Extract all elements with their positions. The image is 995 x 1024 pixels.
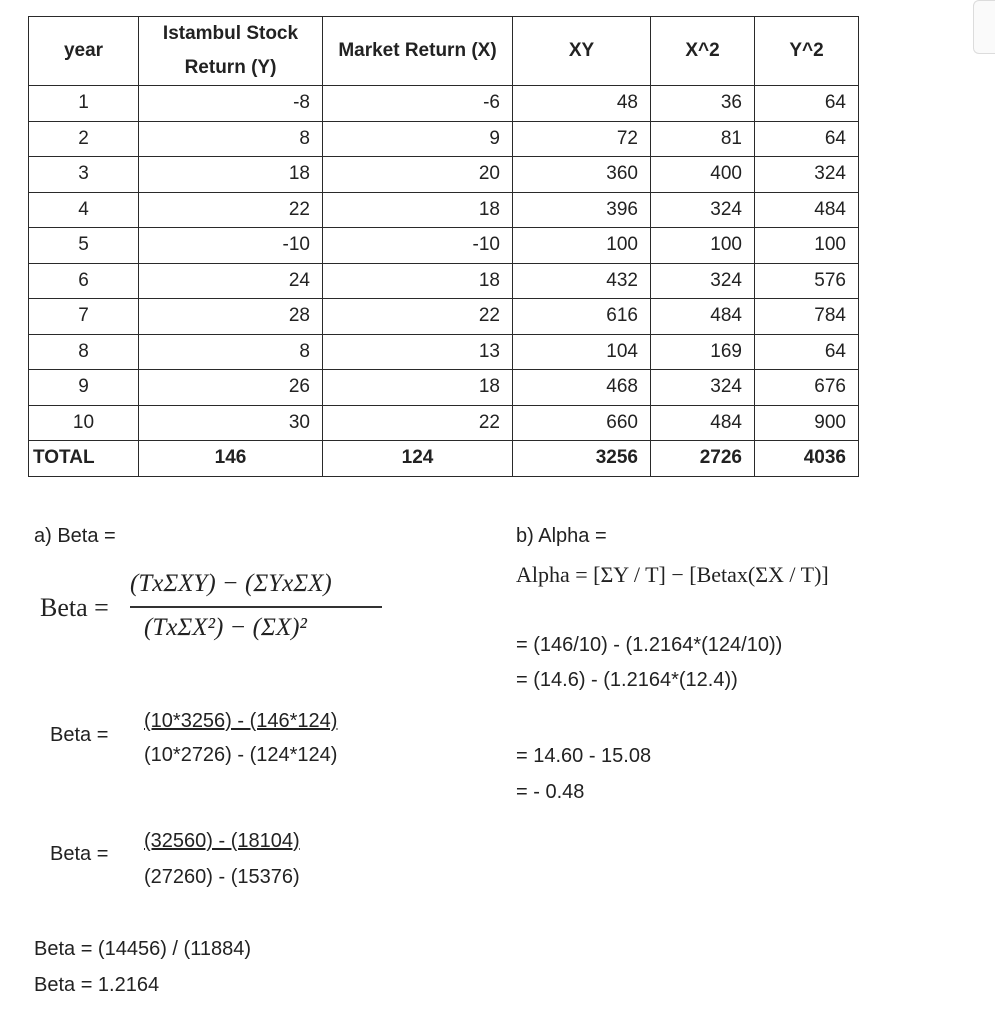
cell-x-squared: 100 <box>651 228 755 264</box>
beta-quotient: Beta = (14456) / (11884) <box>34 938 251 960</box>
table-header-row <box>29 17 859 86</box>
cell-stock-return: -8 <box>139 86 323 122</box>
cell-xy: 72 <box>513 121 651 157</box>
cell-stock-return: 18 <box>139 157 323 193</box>
alpha-step2: = (14.6) - (1.2164*(12.4)) <box>516 669 738 691</box>
alpha-formula: Alpha = [ΣY / T] − [Betax(ΣX / T)] <box>516 562 829 587</box>
cell-stock-return: 26 <box>139 370 323 406</box>
table-row <box>29 228 859 264</box>
cell-x-squared: 324 <box>651 370 755 406</box>
cell-market-return: 22 <box>323 299 513 335</box>
cell-x-squared: 36 <box>651 86 755 122</box>
cell-market-return: 20 <box>323 157 513 193</box>
cell-year: 3 <box>29 157 139 193</box>
cell-y-squared: 100 <box>755 228 859 264</box>
cell-xy: 48 <box>513 86 651 122</box>
cell-xy: 468 <box>513 370 651 406</box>
cell-y-squared: 676 <box>755 370 859 406</box>
cell-stock-return: 30 <box>139 405 323 441</box>
table-row <box>29 157 859 193</box>
header-year: year <box>29 17 139 86</box>
cell-x-squared: 324 <box>651 192 755 228</box>
cell-y-squared: 484 <box>755 192 859 228</box>
table-row <box>29 263 859 299</box>
beta-heading: a) Beta = <box>34 525 116 547</box>
cell-xy: 104 <box>513 334 651 370</box>
total-market-return: 124 <box>323 441 513 477</box>
cell-market-return: -6 <box>323 86 513 122</box>
cell-y-squared: 576 <box>755 263 859 299</box>
cell-y-squared: 324 <box>755 157 859 193</box>
cell-x-squared: 484 <box>651 405 755 441</box>
cell-xy: 396 <box>513 192 651 228</box>
cell-y-squared: 64 <box>755 86 859 122</box>
alpha-heading: b) Alpha = <box>516 525 607 547</box>
total-stock-return: 146 <box>139 441 323 477</box>
beta-step1-denominator: (10*2726) - (124*124) <box>144 744 338 766</box>
cell-x-squared: 324 <box>651 263 755 299</box>
cell-xy: 432 <box>513 263 651 299</box>
cell-y-squared: 64 <box>755 121 859 157</box>
beta-step1-numerator: (10*3256) - (146*124) <box>144 710 338 732</box>
beta-step1-label: Beta = <box>50 724 109 746</box>
beta-step2-label: Beta = <box>50 843 109 865</box>
cell-year: 2 <box>29 121 139 157</box>
table-total-row <box>29 441 859 477</box>
alpha-result: = - 0.48 <box>516 781 585 803</box>
fraction-bar <box>130 606 382 608</box>
cell-year: 9 <box>29 370 139 406</box>
cell-stock-return: 8 <box>139 121 323 157</box>
cell-xy: 660 <box>513 405 651 441</box>
cell-year: 7 <box>29 299 139 335</box>
cell-market-return: 18 <box>323 370 513 406</box>
cell-y-squared: 64 <box>755 334 859 370</box>
header-x-squared: X^2 <box>651 17 755 86</box>
cell-stock-return: 28 <box>139 299 323 335</box>
cell-x-squared: 484 <box>651 299 755 335</box>
cell-stock-return: 24 <box>139 263 323 299</box>
total-x-squared: 2726 <box>651 441 755 477</box>
header-y-squared: Y^2 <box>755 17 859 86</box>
cell-market-return: 13 <box>323 334 513 370</box>
table-row <box>29 121 859 157</box>
cell-year: 6 <box>29 263 139 299</box>
cell-y-squared: 900 <box>755 405 859 441</box>
header-xy: XY <box>513 17 651 86</box>
beta-step2-denominator: (27260) - (15376) <box>144 866 300 888</box>
cell-market-return: -10 <box>323 228 513 264</box>
total-year: TOTAL <box>29 441 139 477</box>
table-row <box>29 405 859 441</box>
beta-formula-numerator: (TxΣXY) − (ΣYxΣX) <box>130 570 332 597</box>
page-edge-tab <box>973 0 995 54</box>
cell-market-return: 18 <box>323 192 513 228</box>
beta-step2-numerator: (32560) - (18104) <box>144 830 300 852</box>
table-row <box>29 86 859 122</box>
cell-y-squared: 784 <box>755 299 859 335</box>
cell-stock-return: 22 <box>139 192 323 228</box>
cell-market-return: 9 <box>323 121 513 157</box>
cell-year: 4 <box>29 192 139 228</box>
table-row <box>29 192 859 228</box>
cell-market-return: 18 <box>323 263 513 299</box>
header-stock-return: Istambul Stock Return (Y) <box>139 17 323 86</box>
cell-stock-return: -10 <box>139 228 323 264</box>
cell-year: 1 <box>29 86 139 122</box>
cell-x-squared: 169 <box>651 334 755 370</box>
beta-formula-label: Beta = <box>40 593 109 622</box>
cell-xy: 616 <box>513 299 651 335</box>
total-y-squared: 4036 <box>755 441 859 477</box>
table-row <box>29 299 859 335</box>
table-row <box>29 334 859 370</box>
cell-year: 10 <box>29 405 139 441</box>
regression-data-table <box>28 16 859 477</box>
alpha-step3: = 14.60 - 15.08 <box>516 745 652 767</box>
beta-formula-denominator: (TxΣX²) − (ΣX)² <box>144 614 307 641</box>
header-market-return: Market Return (X) <box>323 17 513 86</box>
total-xy: 3256 <box>513 441 651 477</box>
cell-year: 5 <box>29 228 139 264</box>
cell-year: 8 <box>29 334 139 370</box>
beta-result: Beta = 1.2164 <box>34 974 160 996</box>
cell-market-return: 22 <box>323 405 513 441</box>
cell-xy: 100 <box>513 228 651 264</box>
cell-stock-return: 8 <box>139 334 323 370</box>
table-row <box>29 370 859 406</box>
alpha-step1: = (146/10) - (1.2164*(124/10)) <box>516 634 783 656</box>
cell-x-squared: 400 <box>651 157 755 193</box>
cell-x-squared: 81 <box>651 121 755 157</box>
cell-xy: 360 <box>513 157 651 193</box>
